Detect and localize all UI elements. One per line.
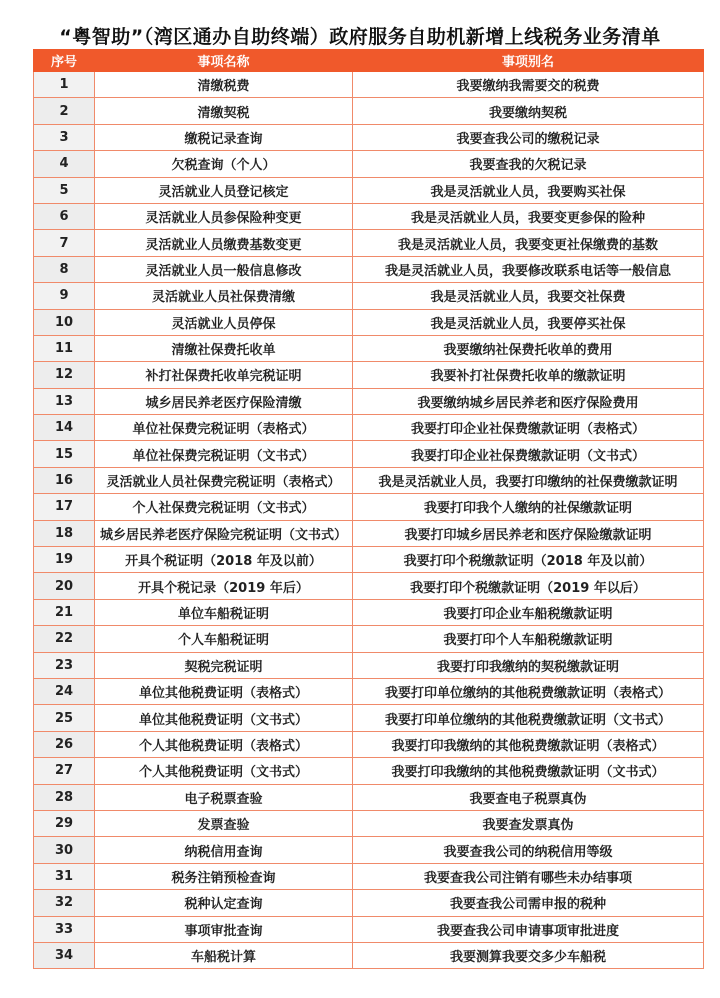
cell-name: 城乡居民养老医疗保险完税证明（文书式） xyxy=(95,520,353,546)
table-row xyxy=(34,256,704,282)
table-row xyxy=(34,916,704,942)
cell-no: 34 xyxy=(34,942,95,968)
table-row xyxy=(34,573,704,599)
cell-no: 30 xyxy=(34,837,95,863)
cell-name: 发票查验 xyxy=(95,810,353,836)
cell-alias: 我要缴纳契税 xyxy=(353,98,704,124)
cell-name: 车船税计算 xyxy=(95,942,353,968)
table-row xyxy=(34,203,704,229)
tax-service-table xyxy=(33,49,704,969)
cell-alias: 我要补打社保费托收单的缴款证明 xyxy=(353,362,704,388)
cell-alias: 我要查电子税票真伪 xyxy=(353,784,704,810)
table-row xyxy=(34,151,704,177)
cell-no: 22 xyxy=(34,626,95,652)
cell-no: 4 xyxy=(34,151,95,177)
cell-alias: 我要缴纳城乡居民养老和医疗保险费用 xyxy=(353,388,704,414)
table-row xyxy=(34,467,704,493)
table-row xyxy=(34,758,704,784)
cell-name: 个人车船税证明 xyxy=(95,626,353,652)
cell-name: 个人社保费完税证明（文书式） xyxy=(95,494,353,520)
header-no: 序号 xyxy=(34,50,95,72)
cell-no: 16 xyxy=(34,467,95,493)
cell-alias: 我要查我公司的缴税记录 xyxy=(353,124,704,150)
cell-name: 契税完税证明 xyxy=(95,652,353,678)
table-row xyxy=(34,441,704,467)
cell-name: 税务注销预检查询 xyxy=(95,863,353,889)
cell-alias: 我要打印个税缴款证明（2019 年以后） xyxy=(353,573,704,599)
cell-name: 开具个税证明（2018 年及以前） xyxy=(95,547,353,573)
cell-no: 29 xyxy=(34,810,95,836)
table-row xyxy=(34,177,704,203)
cell-no: 25 xyxy=(34,705,95,731)
cell-no: 1 xyxy=(34,72,95,98)
cell-no: 18 xyxy=(34,520,95,546)
cell-alias: 我是灵活就业人员，我要停买社保 xyxy=(353,309,704,335)
table-row xyxy=(34,72,704,98)
table-row xyxy=(34,837,704,863)
cell-name: 清缴契税 xyxy=(95,98,353,124)
cell-no: 8 xyxy=(34,256,95,282)
table-row xyxy=(34,942,704,968)
cell-no: 14 xyxy=(34,415,95,441)
cell-no: 32 xyxy=(34,890,95,916)
cell-name: 城乡居民养老医疗保险清缴 xyxy=(95,388,353,414)
cell-no: 19 xyxy=(34,547,95,573)
table-row xyxy=(34,388,704,414)
table-row xyxy=(34,731,704,757)
cell-name: 电子税票查验 xyxy=(95,784,353,810)
cell-alias: 我要打印我个人缴纳的社保缴款证明 xyxy=(353,494,704,520)
cell-name: 开具个税记录（2019 年后） xyxy=(95,573,353,599)
table-row xyxy=(34,784,704,810)
cell-no: 10 xyxy=(34,309,95,335)
cell-name: 纳税信用查询 xyxy=(95,837,353,863)
cell-no: 12 xyxy=(34,362,95,388)
cell-alias: 我要打印个税缴款证明（2018 年及以前） xyxy=(353,547,704,573)
cell-name: 灵活就业人员停保 xyxy=(95,309,353,335)
cell-name: 灵活就业人员参保险种变更 xyxy=(95,203,353,229)
cell-name: 补打社保费托收单完税证明 xyxy=(95,362,353,388)
table-row xyxy=(34,705,704,731)
cell-alias: 我要缴纳社保费托收单的费用 xyxy=(353,335,704,361)
header-name: 事项名称 xyxy=(95,50,353,72)
table-row xyxy=(34,652,704,678)
cell-no: 24 xyxy=(34,678,95,704)
cell-no: 20 xyxy=(34,573,95,599)
cell-name: 灵活就业人员社保费清缴 xyxy=(95,283,353,309)
table-row xyxy=(34,415,704,441)
table-row xyxy=(34,520,704,546)
cell-alias: 我要打印企业社保费缴款证明（表格式） xyxy=(353,415,704,441)
cell-name: 灵活就业人员缴费基数变更 xyxy=(95,230,353,256)
table-row xyxy=(34,810,704,836)
cell-name: 清缴社保费托收单 xyxy=(95,335,353,361)
cell-no: 13 xyxy=(34,388,95,414)
table-row xyxy=(34,863,704,889)
cell-alias: 我要查发票真伪 xyxy=(353,810,704,836)
table-row xyxy=(34,124,704,150)
cell-no: 17 xyxy=(34,494,95,520)
cell-alias: 我要测算我要交多少车船税 xyxy=(353,942,704,968)
cell-alias: 我是灵活就业人员，我要购买社保 xyxy=(353,177,704,203)
cell-alias: 我要打印企业社保费缴款证明（文书式） xyxy=(353,441,704,467)
cell-alias: 我要缴纳我需要交的税费 xyxy=(353,72,704,98)
table-row xyxy=(34,335,704,361)
cell-alias: 我要打印单位缴纳的其他税费缴款证明（文书式） xyxy=(353,705,704,731)
table-row xyxy=(34,283,704,309)
cell-no: 11 xyxy=(34,335,95,361)
cell-no: 9 xyxy=(34,283,95,309)
cell-alias: 我是灵活就业人员，我要变更社保缴费的基数 xyxy=(353,230,704,256)
table-row xyxy=(34,362,704,388)
cell-name: 单位车船税证明 xyxy=(95,599,353,625)
table-row xyxy=(34,678,704,704)
cell-alias: 我要查我的欠税记录 xyxy=(353,151,704,177)
cell-name: 单位社保费完税证明（文书式） xyxy=(95,441,353,467)
page-title: “粤智助”（湾区通办自助终端）政府服务自助机新增上线税务业务清单 xyxy=(59,26,661,48)
cell-no: 5 xyxy=(34,177,95,203)
cell-no: 2 xyxy=(34,98,95,124)
cell-alias: 我要打印个人车船税缴款证明 xyxy=(353,626,704,652)
cell-name: 单位社保费完税证明（表格式） xyxy=(95,415,353,441)
cell-no: 33 xyxy=(34,916,95,942)
table-row xyxy=(34,599,704,625)
cell-no: 21 xyxy=(34,599,95,625)
table-row xyxy=(34,98,704,124)
cell-name: 灵活就业人员一般信息修改 xyxy=(95,256,353,282)
cell-alias: 我要打印我缴纳的其他税费缴款证明（表格式） xyxy=(353,731,704,757)
table-row xyxy=(34,547,704,573)
cell-alias: 我要查我公司申请事项审批进度 xyxy=(353,916,704,942)
cell-alias: 我要查我公司的纳税信用等级 xyxy=(353,837,704,863)
cell-alias: 我要打印城乡居民养老和医疗保险缴款证明 xyxy=(353,520,704,546)
table-row xyxy=(34,494,704,520)
cell-no: 6 xyxy=(34,203,95,229)
cell-alias: 我是灵活就业人员，我要交社保费 xyxy=(353,283,704,309)
cell-name: 灵活就业人员登记核定 xyxy=(95,177,353,203)
cell-no: 7 xyxy=(34,230,95,256)
table-row xyxy=(34,230,704,256)
table-row xyxy=(34,626,704,652)
table-body xyxy=(34,72,704,969)
table-row xyxy=(34,309,704,335)
cell-no: 3 xyxy=(34,124,95,150)
cell-no: 15 xyxy=(34,441,95,467)
cell-alias: 我要打印企业车船税缴款证明 xyxy=(353,599,704,625)
cell-alias: 我要查我公司注销有哪些未办结事项 xyxy=(353,863,704,889)
cell-name: 事项审批查询 xyxy=(95,916,353,942)
cell-no: 31 xyxy=(34,863,95,889)
cell-name: 灵活就业人员社保费完税证明（表格式） xyxy=(95,467,353,493)
cell-name: 清缴税费 xyxy=(95,72,353,98)
cell-alias: 我要打印我缴纳的契税缴款证明 xyxy=(353,652,704,678)
cell-no: 26 xyxy=(34,731,95,757)
cell-no: 28 xyxy=(34,784,95,810)
cell-no: 27 xyxy=(34,758,95,784)
cell-name: 单位其他税费证明（文书式） xyxy=(95,705,353,731)
cell-no: 23 xyxy=(34,652,95,678)
cell-alias: 我要打印我缴纳的其他税费缴款证明（文书式） xyxy=(353,758,704,784)
cell-name: 单位其他税费证明（表格式） xyxy=(95,678,353,704)
cell-name: 个人其他税费证明（文书式） xyxy=(95,758,353,784)
cell-name: 缴税记录查询 xyxy=(95,124,353,150)
cell-alias: 我是灵活就业人员，我要修改联系电话等一般信息 xyxy=(353,256,704,282)
cell-alias: 我是灵活就业人员，我要变更参保的险种 xyxy=(353,203,704,229)
cell-alias: 我要打印单位缴纳的其他税费缴款证明（表格式） xyxy=(353,678,704,704)
cell-name: 欠税查询（个人） xyxy=(95,151,353,177)
cell-name: 个人其他税费证明（表格式） xyxy=(95,731,353,757)
cell-alias: 我是灵活就业人员，我要打印缴纳的社保费缴款证明 xyxy=(353,467,704,493)
cell-alias: 我要查我公司需申报的税种 xyxy=(353,890,704,916)
cell-name: 税种认定查询 xyxy=(95,890,353,916)
table-header-row xyxy=(34,50,704,72)
table-row xyxy=(34,890,704,916)
header-alias: 事项别名 xyxy=(353,50,704,72)
